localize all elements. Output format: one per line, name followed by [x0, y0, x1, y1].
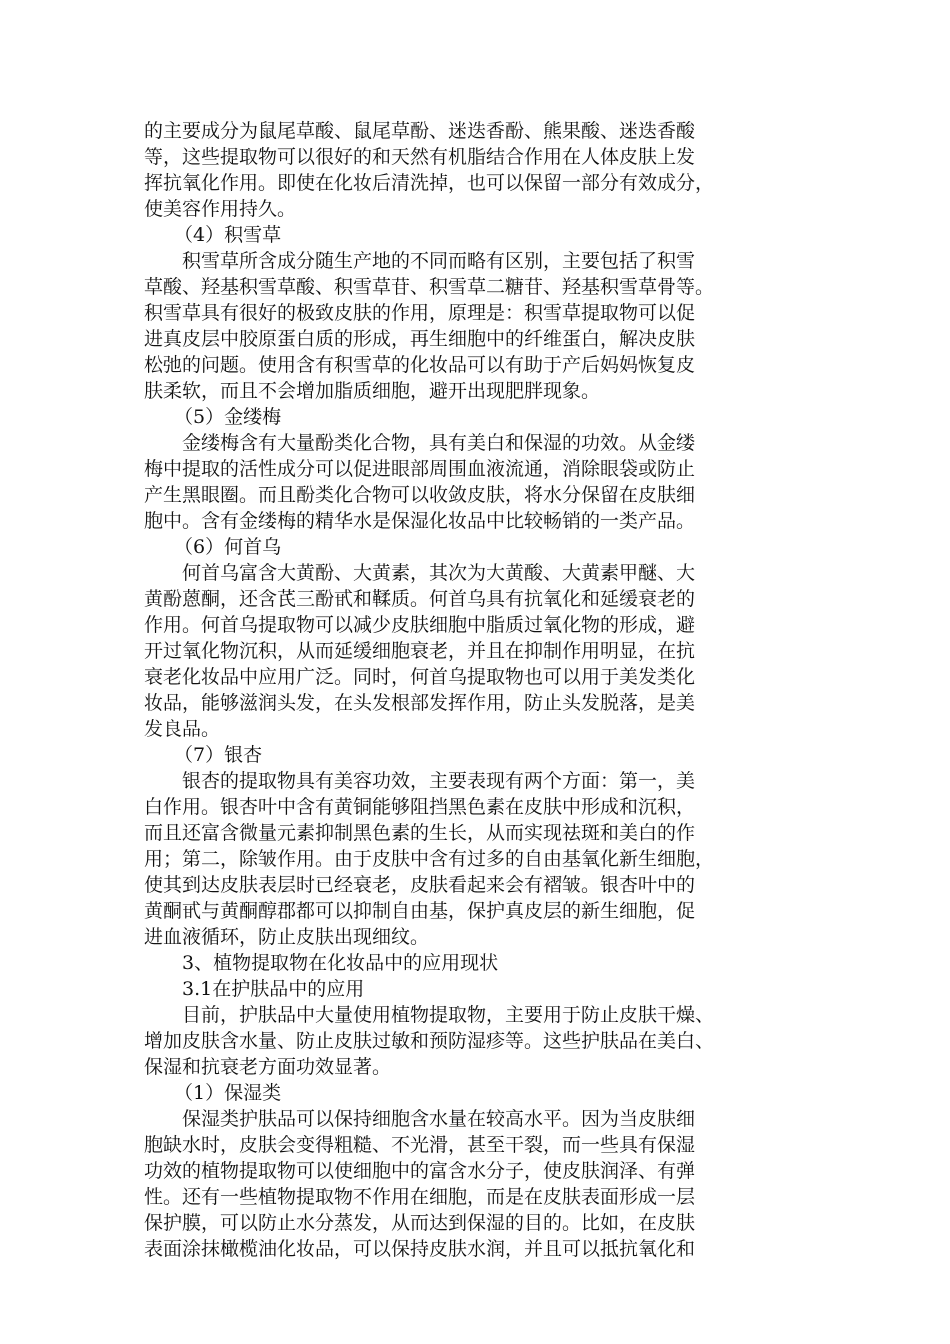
paragraph-line: 功效的植物提取物可以使细胞中的富含水分子，使皮肤润泽、有弹: [144, 1160, 696, 1182]
section-heading-line: （5）金缕梅: [174, 406, 282, 428]
paragraph-line: 使美容作用持久。: [144, 198, 297, 220]
paragraph-line: 胞缺水时，皮肤会变得粗糙、不光滑，甚至干裂，而一些具有保湿: [144, 1134, 696, 1156]
document-page: [144, 118, 808, 1262]
paragraph-line: 目前，护肤品中大量使用植物提取物，主要用于防止皮肤干燥、: [182, 1004, 715, 1026]
paragraph-line: 产生黑眼圈。而且酚类化合物可以收敛皮肤，将水分保留在皮肤细: [144, 484, 696, 506]
paragraph-line: 进真皮层中胶原蛋白质的形成，再生细胞中的纤维蛋白，解决皮肤: [144, 328, 696, 350]
paragraph-line: 黄酚蒽酮，还含芪三酚甙和鞣质。何首乌具有抗氧化和延缓衰老的: [144, 588, 696, 610]
paragraph-line: 保湿和抗衰老方面功效显著。: [144, 1056, 392, 1078]
paragraph-line: 性。还有一些植物提取物不作用在细胞，而是在皮肤表面形成一层: [144, 1186, 696, 1208]
paragraph-line: 妆品，能够滋润头发，在头发根部发挥作用，防止头发脱落，是美: [144, 692, 696, 714]
paragraph-line: 进血液循环，防止皮肤出现细纹。: [144, 926, 430, 948]
paragraph-line: 积雪草所含成分随生产地的不同而略有区别，主要包括了积雪: [182, 250, 696, 272]
paragraph-line: 作用。何首乌提取物可以减少皮肤细胞中脂质过氧化物的形成，避: [144, 614, 696, 636]
paragraph-line: 保湿类护肤品可以保持细胞含水量在较高水平。因为当皮肤细: [182, 1108, 696, 1130]
paragraph-line: 胞中。含有金缕梅的精华水是保湿化妆品中比较畅销的一类产品。: [144, 510, 696, 532]
paragraph-line: 草酸、羟基积雪草酸、积雪草苷、积雪草二糖苷、羟基积雪草骨等。: [144, 276, 715, 298]
paragraph-line: 积雪草具有很好的极致皮肤的作用，原理是：积雪草提取物可以促: [144, 302, 696, 324]
paragraph-line: 表面涂抹橄榄油化妆品，可以保持皮肤水润，并且可以抵抗氧化和: [144, 1238, 696, 1260]
section-heading-line: （1）保湿类: [174, 1082, 282, 1104]
paragraph-line: 衰老化妆品中应用广泛。同时，何首乌提取物也可以用于美发类化: [144, 666, 696, 688]
paragraph-line: 银杏的提取物具有美容功效，主要表现有两个方面：第一，美: [182, 770, 696, 792]
paragraph-line: 保护膜，可以防止水分蒸发，从而达到保湿的目的。比如，在皮肤: [144, 1212, 696, 1234]
paragraph-line: 3、植物提取物在化妆品中的应用现状: [182, 952, 499, 974]
paragraph-line: 肤柔软，而且不会增加脂质细胞，避开出现肥胖现象。: [144, 380, 601, 402]
paragraph-line: 金缕梅含有大量酚类化合物，具有美白和保湿的功效。从金缕: [182, 432, 696, 454]
paragraph-line: 挥抗氧化作用。即使在化妆后清洗掉，也可以保留一部分有效成分，: [144, 172, 715, 194]
paragraph-line: 白作用。银杏叶中含有黄铜能够阻挡黑色素在皮肤中形成和沉积，: [144, 796, 696, 818]
paragraph-line: 等，这些提取物可以很好的和天然有机脂结合作用在人体皮肤上发: [144, 146, 696, 168]
paragraph-line: 黄酮甙与黄酮醇郡都可以抑制自由基，保护真皮层的新生细胞，促: [144, 900, 696, 922]
paragraph-line: 开过氧化物沉积，从而延缓细胞衰老，并且在抑制作用明显，在抗: [144, 640, 696, 662]
paragraph-line: 而且还富含微量元素抑制黑色素的生长，从而实现祛斑和美白的作: [144, 822, 696, 844]
section-heading-line: （7）银杏: [174, 744, 263, 766]
paragraph-line: 发良品。: [144, 718, 221, 740]
paragraph-line: 何首乌富含大黄酚、大黄素，其次为大黄酸、大黄素甲醚、大: [182, 562, 696, 584]
paragraph-line: 用；第二，除皱作用。由于皮肤中含有过多的自由基氧化新生细胞，: [144, 848, 715, 870]
section-heading-line: （4）积雪草: [174, 224, 282, 246]
paragraph-line: 梅中提取的活性成分可以促进眼部周围血液流通，消除眼袋或防止: [144, 458, 696, 480]
section-heading-line: （6）何首乌: [174, 536, 282, 558]
paragraph-line: 的主要成分为鼠尾草酸、鼠尾草酚、迷迭香酚、熊果酸、迷迭香酸: [144, 120, 696, 142]
paragraph-line: 使其到达皮肤表层时已经衰老，皮肤看起来会有褶皱。银杏叶中的: [144, 874, 696, 896]
paragraph-line: 增加皮肤含水量、防止皮肤过敏和预防湿疹等。这些护肤品在美白、: [144, 1030, 715, 1052]
paragraph-line: 3.1在护肤品中的应用: [182, 978, 365, 1000]
paragraph-line: 松弛的问题。使用含有积雪草的化妆品可以有助于产后妈妈恢复皮: [144, 354, 696, 376]
